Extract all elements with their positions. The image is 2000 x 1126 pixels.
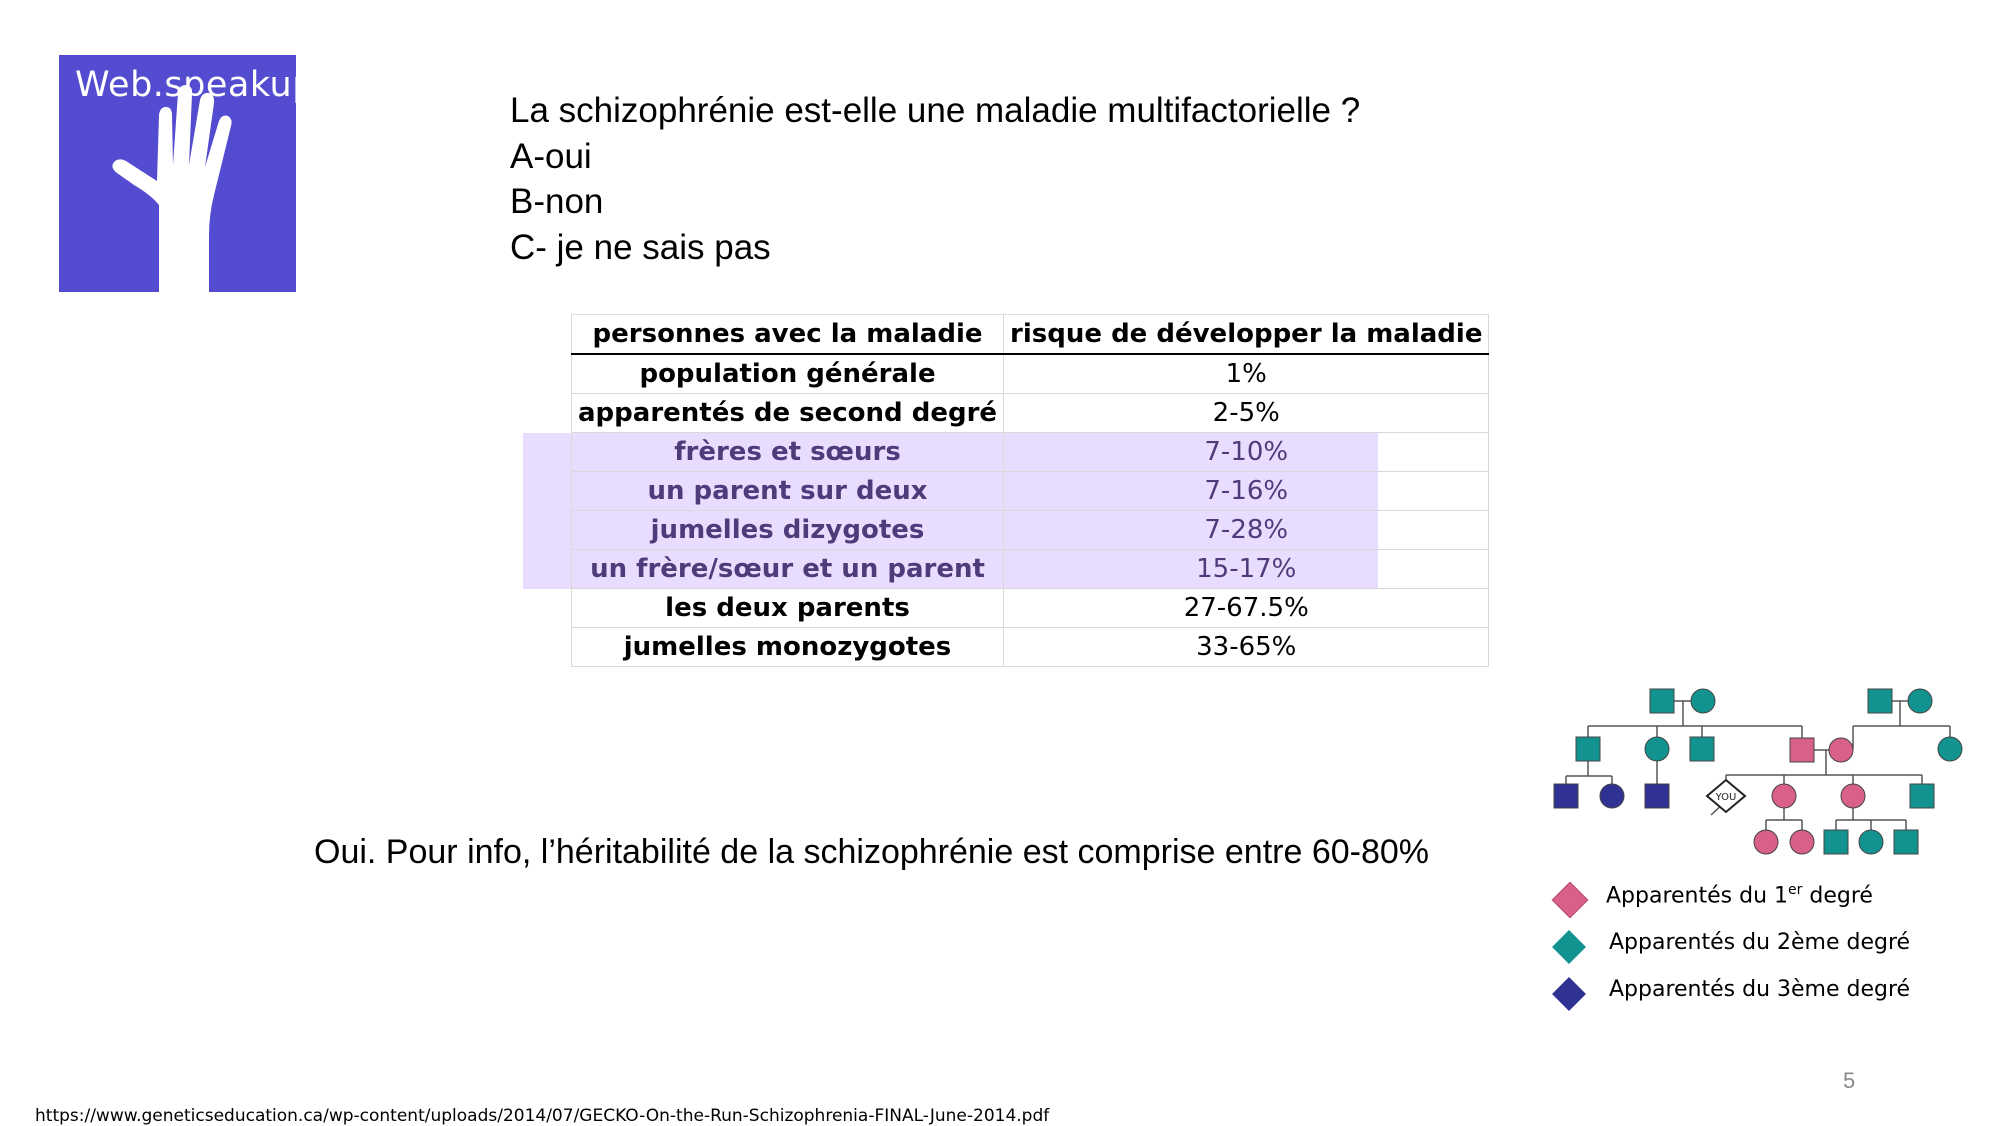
row-risk: 27-67.5% <box>1004 589 1489 628</box>
row-risk: 15-17% <box>1004 550 1489 589</box>
row-group: jumelles monozygotes <box>572 628 1004 667</box>
table-row <box>572 628 1489 667</box>
risk-table <box>571 314 1489 667</box>
row-risk: 7-16% <box>1004 472 1489 511</box>
option-c: C- je ne sais pas <box>510 227 771 267</box>
navy-diamond-icon <box>1552 977 1586 1011</box>
row-risk: 7-28% <box>1004 511 1489 550</box>
legend-third-degree <box>1547 977 1967 1009</box>
question-title: La schizophrénie est-elle une maladie multifactorielle ? <box>510 91 1361 130</box>
you-label: YOU <box>1715 792 1737 803</box>
legend-label-tail: degré <box>1802 883 1873 909</box>
pink-diamond-icon <box>1552 882 1589 919</box>
legend-label: Apparentés du 3ème degré <box>1609 977 1911 1002</box>
row-group: un frère/sœur et un parent <box>572 550 1004 589</box>
option-b: B-non <box>510 182 604 221</box>
source-url: https://www.geneticseducation.ca/wp-content/uploads/2014/07/GECKO-On-the-Run-Schizophrenia-FINAL-June-2014.pdf <box>35 1106 1050 1126</box>
table-header-row <box>572 315 1489 355</box>
row-group: un parent sur deux <box>572 472 1004 511</box>
table-row <box>572 472 1489 511</box>
row-group: apparentés de second degré <box>572 394 1004 433</box>
legend-second-degree <box>1547 930 1967 962</box>
header-group: personnes avec la maladie <box>572 315 1004 355</box>
row-risk: 33-65% <box>1004 628 1489 667</box>
table-row <box>572 433 1489 472</box>
legend-sup: er <box>1788 882 1803 898</box>
table-row <box>572 511 1489 550</box>
table-row <box>572 550 1489 589</box>
logo-text: Web.speakup. <box>75 65 327 105</box>
row-risk: 2-5% <box>1004 394 1489 433</box>
pedigree-diagram <box>1540 680 1980 870</box>
row-risk: 1% <box>1004 354 1489 394</box>
header-risk: risque de développer la maladie <box>1004 315 1489 355</box>
answer-text: Oui. Pour info, l’héritabilité de la schizophrénie est comprise entre 60-80% <box>314 833 1430 871</box>
legend-label: Apparentés du 2ème degré <box>1609 930 1911 955</box>
legend-label: Apparentés du 1 <box>1606 883 1789 909</box>
table-row <box>572 589 1489 628</box>
row-group: population générale <box>572 354 1004 394</box>
row-group: les deux parents <box>572 589 1004 628</box>
page-number: 5 <box>1843 1068 1856 1093</box>
table-row <box>572 394 1489 433</box>
row-risk: 7-10% <box>1004 433 1489 472</box>
quiz-question <box>510 88 1360 270</box>
option-a: A-oui <box>510 136 592 176</box>
legend-first-degree <box>1547 882 1967 914</box>
table-row <box>572 354 1489 394</box>
teal-diamond-icon <box>1552 930 1586 964</box>
web-speakup-logo <box>59 55 327 292</box>
row-group: frères et sœurs <box>572 433 1004 472</box>
row-group: jumelles dizygotes <box>572 511 1004 550</box>
